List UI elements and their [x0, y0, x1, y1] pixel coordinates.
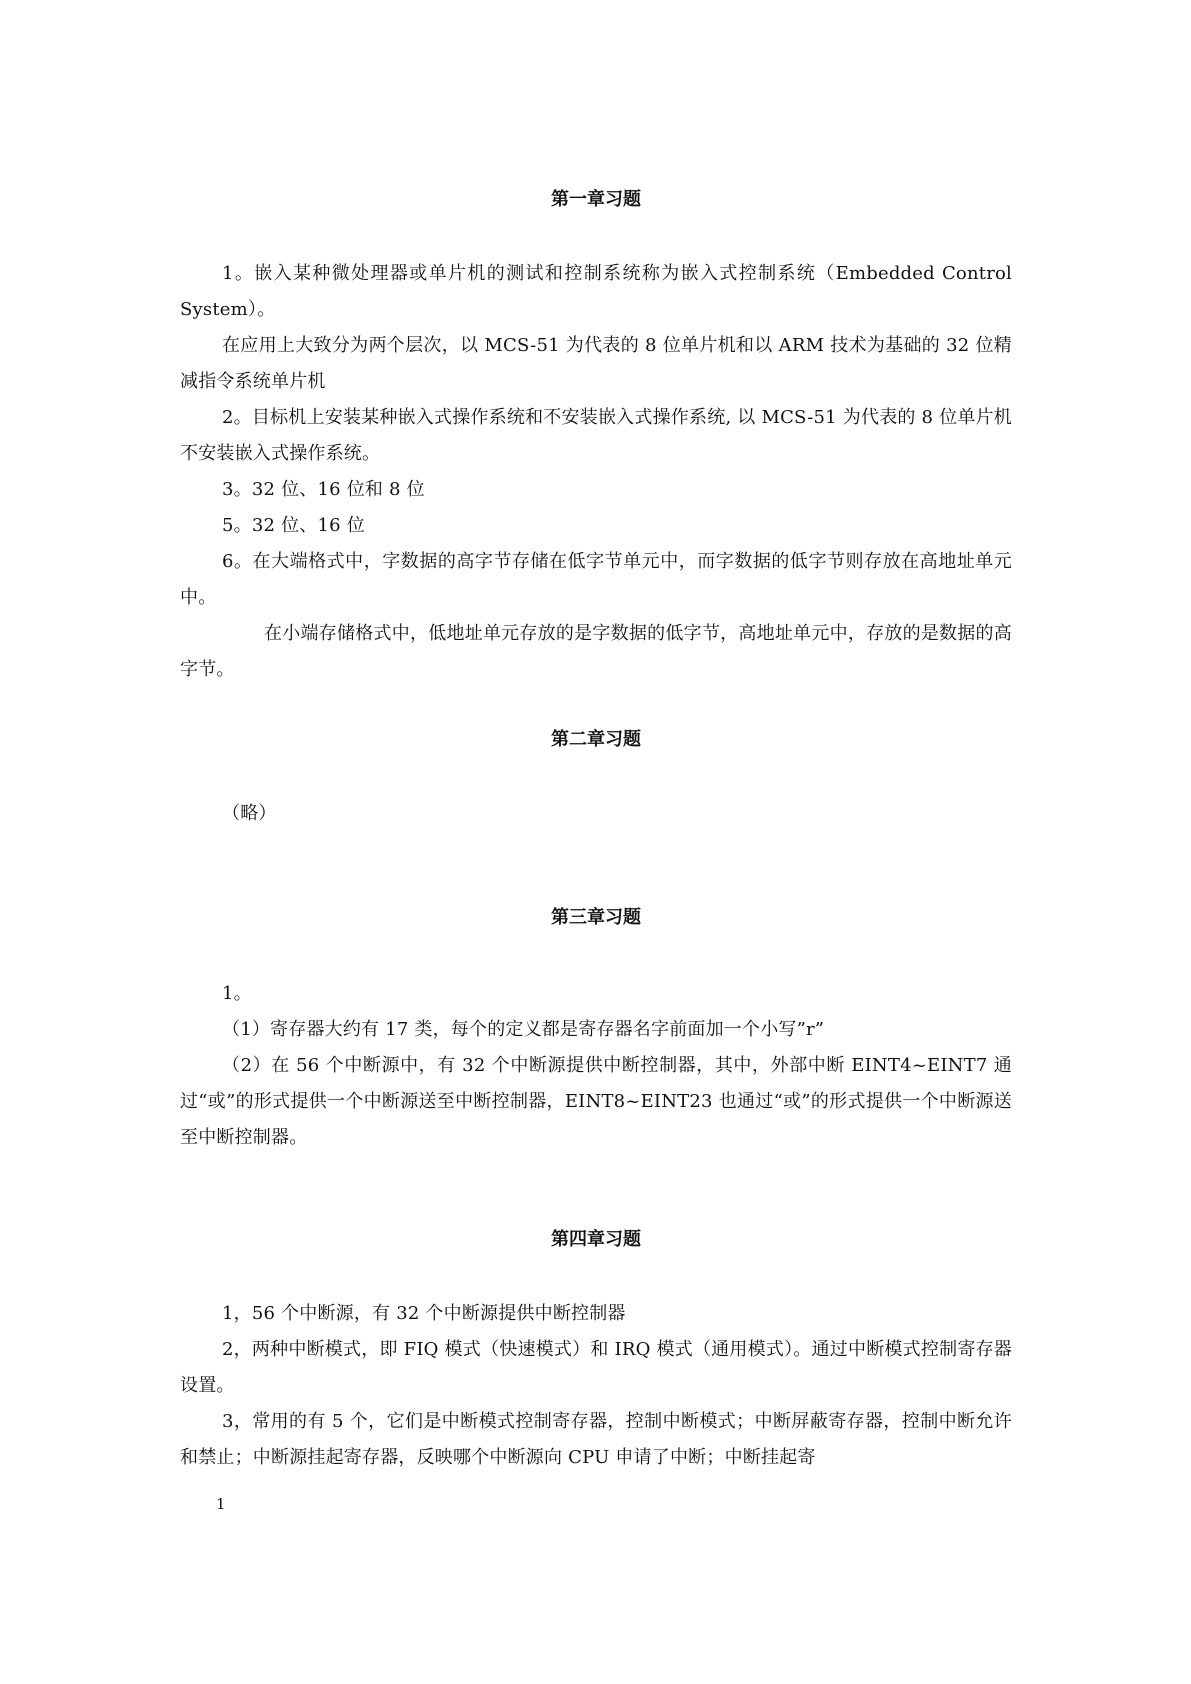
chapter4-paragraph-1: 1，56 个中断源，有 32 个中断源提供中断控制器 [222, 1303, 626, 1324]
chapter2-paragraph-1: （略） [222, 803, 277, 824]
chapter3-paragraph-2: （1）寄存器大约有 17 类，每个的定义都是寄存器名字前面加一个小写”r” [222, 1019, 825, 1040]
chapter1-paragraph-2: 在应用上大致分为两个层次，以 MCS-51 为代表的 8 位单片机和以 ARM 技术为基础的 32 位精减指令系统单片机 [180, 335, 1012, 392]
chapter1-paragraph-6: 6。在大端格式中，字数据的高字节存储在低字节单元中，而字数据的低字节则存放在高地址单元中。 [180, 551, 1012, 608]
chapter4-paragraph-2: 2，两种中断模式，即 FIQ 模式（快速模式）和 IRQ 模式（通用模式）。通过中断模式控制寄存器设置。 [180, 1339, 1012, 1396]
chapter4-title: 第四章习题 [551, 1229, 641, 1250]
chapter3-paragraph-1: 1。 [222, 983, 252, 1004]
chapter1-paragraph-7: 在小端存储格式中，低地址单元存放的是字数据的低字节，高地址单元中，存放的是数据的高字节。 [180, 623, 1012, 680]
chapter1-paragraph-1: 1。嵌入某种微处理器或单片机的测试和控制系统称为嵌入式控制系统（Embedded Control System）。 [180, 263, 1012, 320]
chapter1-title: 第一章习题 [551, 189, 641, 210]
chapter2-title: 第二章习题 [551, 729, 641, 750]
chapter1-paragraph-3: 2。目标机上安装某种嵌入式操作系统和不安装嵌入式操作系统, 以 MCS-51 为代表的 8 位单片机不安装嵌入式操作系统。 [180, 407, 1012, 464]
chapter1-paragraph-4: 3。32 位、16 位和 8 位 [222, 479, 425, 500]
chapter3-title: 第三章习题 [551, 907, 641, 928]
chapter1-paragraph-5: 5。32 位、16 位 [222, 515, 365, 536]
page-number: 1 [216, 1495, 226, 1513]
chapter3-paragraph-3: （2）在 56 个中断源中，有 32 个中断源提供中断控制器，其中，外部中断 EINT4~EINT7 通过“或”的形式提供一个中断源送至中断控制器，EINT8~EINT23 也通过“或”的形式提供一个中断源送至中断控制器。 [180, 1055, 1012, 1148]
chapter4-paragraph-3: 3，常用的有 5 个，它们是中断模式控制寄存器，控制中断模式；中断屏蔽寄存器，控制中断允许和禁止；中断源挂起寄存器，反映哪个中断源向 CPU 申请了中断；中断挂起寄 [180, 1411, 1012, 1468]
